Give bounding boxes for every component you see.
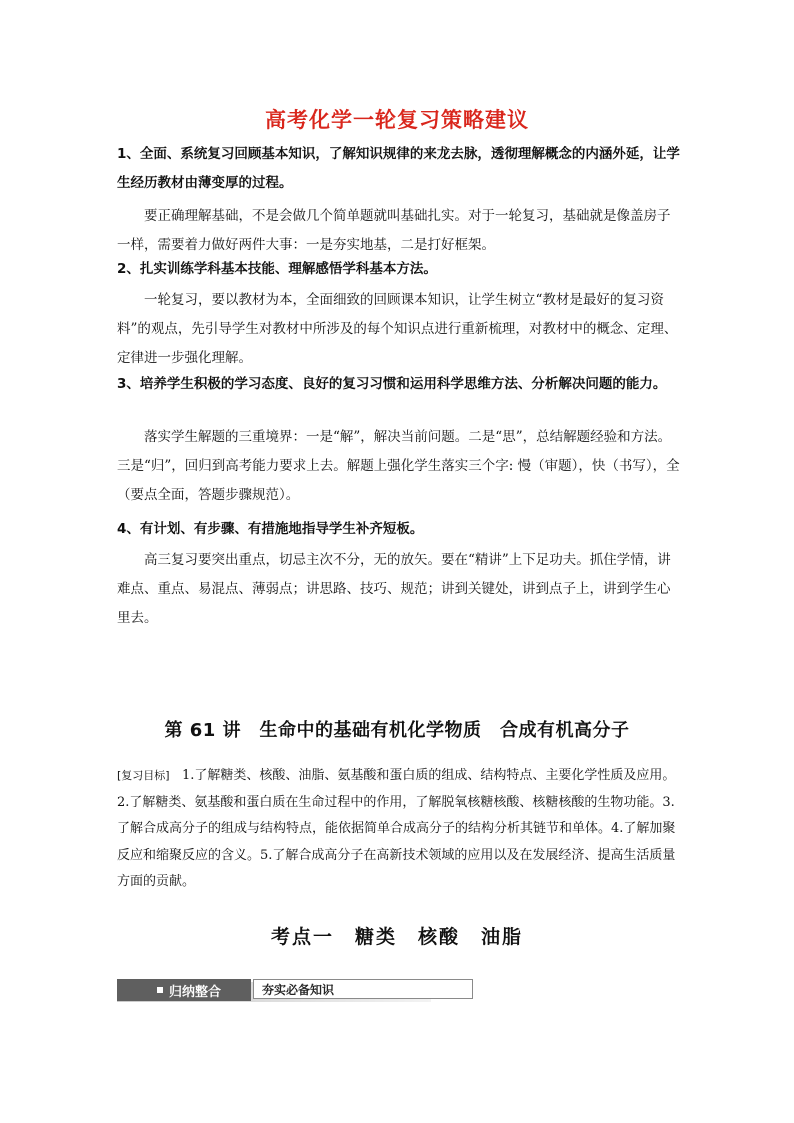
review-tag: [复习目标] [117, 769, 170, 782]
main-title: 高考化学一轮复习策略建议 [265, 108, 529, 132]
section-3-heading: 3、培养学生积极的学习态度、良好的复习习惯和运用科学思维方法、分析解决问题的能力。 [117, 376, 667, 392]
banner-left-label [117, 979, 251, 1001]
section-2 [117, 255, 682, 373]
knowledge-banner [117, 979, 431, 1005]
square-bullet-icon [157, 987, 163, 993]
section-1-heading: 1、全面、系统复习回顾基本知识，了解知识规律的来龙去脉，透彻理解概念的内涵外延，让学生经历教材由薄变厚的过程。 [117, 146, 680, 191]
section-2-body: 一轮复习，要以教材为本，全面细致的回顾课本知识，让学生树立“教材是最好的复习资料”的观点，先引导学生对教材中所涉及的每个知识点进行重新梳理，对教材中的概念、定理、定律进一步强化理解。 [117, 292, 678, 366]
section-2-heading: 2、扎实训练学科基本技能、理解感悟学科基本方法。 [117, 261, 437, 277]
review-objectives [117, 763, 682, 896]
section-3-body: 落实学生解题的三重境界：一是“解”，解决当前问题。二是“思”，总结解题经验和方法。三是“归”，回归到高考能力要求上去。解题上强化学生落实三个字: 慢（审题），快（书写），全（要点全面，答题步骤规范）。 [117, 429, 680, 503]
section-4-body: 高三复习要突出重点，切忌主次不分，无的放矢。要在“精讲”上下足功夫。抓住学情，讲难点、重点、易混点、薄弱点；讲思路、技巧、规范；讲到关键处，讲到点子上，讲到学生心里去。 [117, 552, 671, 626]
banner-right-label: 夯实必备知识 [253, 979, 473, 999]
lecture-title: 第 61 讲 生命中的基础有机化学物质 合成有机高分子 [164, 720, 630, 741]
banner-left-text: 归纳整合 [169, 984, 222, 1000]
section-4 [117, 515, 682, 633]
section-1 [117, 140, 682, 260]
section-3 [117, 370, 682, 510]
section-1-body: 要正确理解基础，不是会做几个简单题就叫基础扎实。对于一轮复习，基础就是像盖房子一样，需要着力做好两件大事：一是夯实地基，二是打好框架。 [117, 208, 671, 253]
review-text: 1.了解糖类、核酸、油脂、氨基酸和蛋白质的组成、结构特点、主要化学性质及应用。2.了解糖类、氨基酸和蛋白质在生命过程中的作用，了解脱氧核糖核酸、核糖核酸的生物功能。3.了解合成高分子的组成与结构特点，能依据简单合成高分子的结构分析其链节和单体。4.了解加聚反应和缩聚反应的含义。5.了解合成高分子在高新技术领域的应用以及在发展经济、提高生活质量方面的贡献。 [117, 768, 676, 889]
section-title: 考点一 糖类 核酸 油脂 [270, 926, 523, 948]
section-4-heading: 4、有计划、有步骤、有措施地指导学生补齐短板。 [117, 521, 424, 537]
